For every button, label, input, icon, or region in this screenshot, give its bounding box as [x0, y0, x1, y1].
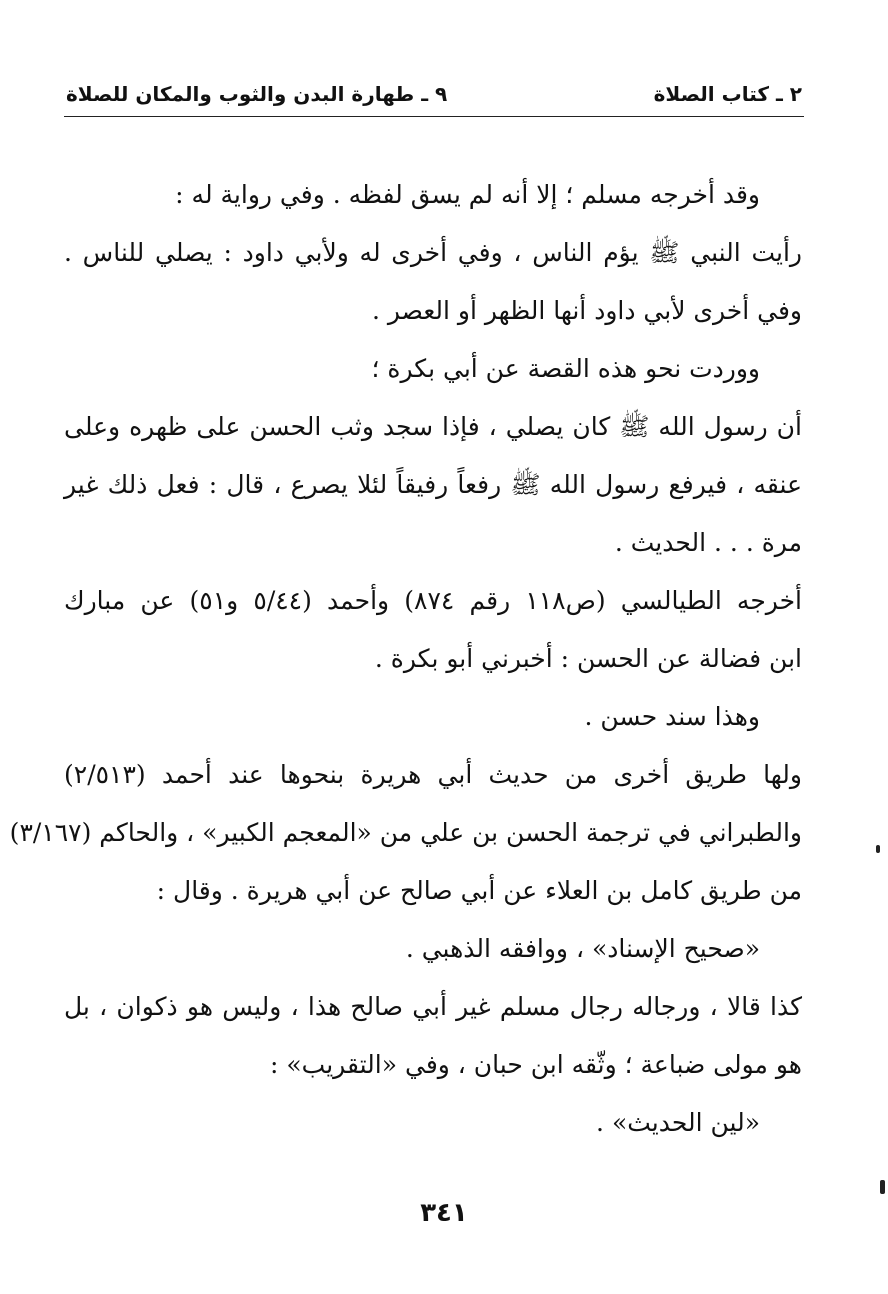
text-line: وهذا سند حسن .: [584, 702, 760, 731]
text-line: وفي أخرى لأبي داود أنها الظهر أو العصر .: [371, 296, 802, 325]
section-title: ٩ ـ طهارة البدن والثوب والمكان للصلاة: [66, 82, 448, 106]
text-line: ووردت نحو هذه القصة عن أبي بكرة ؛: [371, 354, 760, 383]
text-line: «صحيح الإسناد» ، ووافقه الذهبي .: [405, 934, 760, 963]
text-line: كذا قالا ، ورجاله رجال مسلم غير أبي صالح هذا ، وليس هو ذكوان ، بل: [64, 992, 802, 1021]
text-line: رأيت النبي ﷺ يؤم الناس ، وفي أخرى له ولأبي داود : يصلي للناس .: [64, 238, 802, 267]
scan-artifact-mark: [876, 845, 880, 853]
page-body: [9, 172, 802, 1158]
text-line: ولها طريق أخرى من حديث أبي هريرة بنحوها عند أحمد (٢/٥١٣): [64, 760, 802, 789]
page-number: ٣٤١: [420, 1198, 468, 1228]
text-line: هو مولى ضباعة ؛ وثّقه ابن حبان ، وفي «التقريب» :: [270, 1050, 802, 1079]
text-line: من طريق كامل بن العلاء عن أبي صالح عن أبي هريرة . وقال :: [156, 876, 802, 905]
text-line: ابن فضالة عن الحسن : أخبرني أبو بكرة .: [374, 644, 802, 673]
running-header: [66, 76, 802, 112]
header-rule: [64, 116, 804, 117]
text-line: وقد أخرجه مسلم ؛ إلا أنه لم يسق لفظه . وفي رواية له :: [175, 180, 760, 209]
text-line: «لين الحديث» .: [596, 1108, 760, 1137]
text-line: أن رسول الله ﷺ كان يصلي ، فإذا سجد وثب الحسن على ظهره وعلى: [64, 412, 802, 441]
text-line: عنقه ، فيرفع رسول الله ﷺ رفعاً رفيقاً لئلا يصرع ، قال : فعل ذلك غير: [64, 470, 802, 499]
scan-artifact-mark: [880, 1180, 885, 1194]
text-line: أخرجه الطيالسي (ص١١٨ رقم ٨٧٤) وأحمد (٥/٤٤ و٥١) عن مبارك: [64, 586, 802, 615]
text-line: والطبراني في ترجمة الحسن بن علي من «المعجم الكبير» ، والحاكم (٣/١٦٧): [9, 818, 802, 847]
chapter-title: ٢ ـ كتاب الصلاة: [653, 82, 802, 106]
text-line: مرة . . . الحديث .: [614, 528, 802, 557]
